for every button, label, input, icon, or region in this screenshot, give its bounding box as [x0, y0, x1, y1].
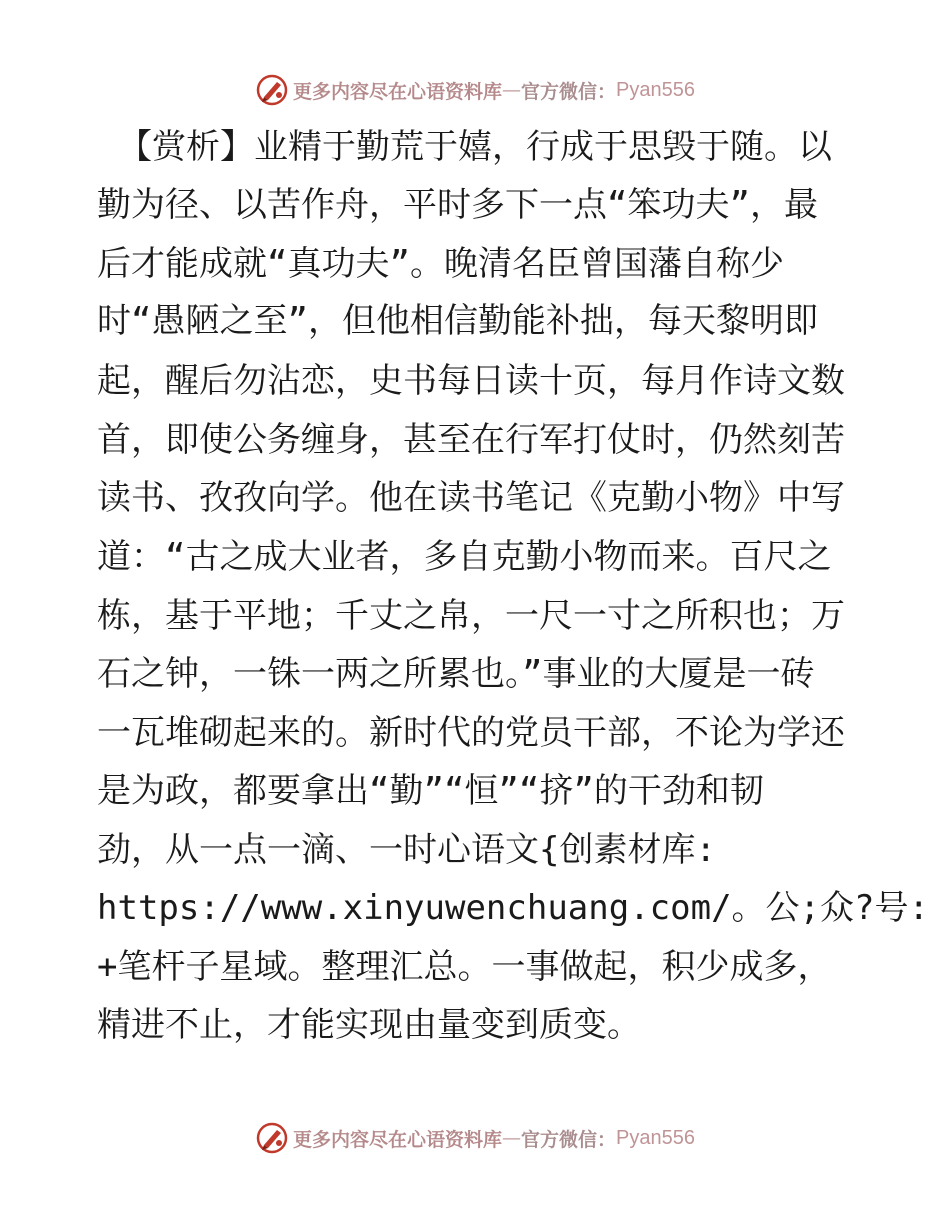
footer-dash: —: [502, 1127, 522, 1149]
article-line: 【赏析】业精于勤荒于嬉，行成于思毁于随。以: [118, 127, 832, 167]
header-wechat-id: Pyan556: [616, 78, 695, 101]
article-line: +笔杆子星域。整理汇总。一事做起，积少成多，: [97, 947, 832, 987]
article-line: https://www.xinyuwenchuang.com/。公;众?号:: [97, 888, 929, 928]
header-banner: [0, 70, 950, 110]
header-dash: —: [502, 79, 522, 101]
article-line: 首，即使公务缠身，甚至在行军打仗时，仍然刻苦: [97, 420, 845, 460]
article-line: 精进不止，才能实现由量变到质变。: [97, 1005, 641, 1045]
brand-logo-icon: [255, 1121, 289, 1155]
article-line: 栋，基于平地；千丈之帛，一尺一寸之所积也；万: [97, 596, 845, 636]
article-line: 时“愚陋之至”，但他相信勤能补拙，每天黎明即: [97, 301, 818, 341]
article-line: 读书、孜孜向学。他在读书笔记《克勤小物》中写: [97, 478, 845, 518]
footer-site-text: 更多内容尽在心语资料库: [293, 1128, 503, 1151]
article-line: 道：“古之成大业者，多自克勤小物而来。百尺之: [97, 537, 832, 577]
article-line: 是为政，都要拿出“勤”“恒”“挤”的干劲和韧: [97, 771, 764, 811]
article-line: 勤为径、以苦作舟，平时多下一点“笨功夫”，最: [97, 185, 818, 225]
article-line: 石之钟，一铢一两之所累也。”事业的大厦是一砖: [97, 654, 815, 694]
brand-logo-icon: [255, 73, 289, 107]
header-wechat-label: 官方微信：: [521, 80, 617, 103]
article-line: 一瓦堆砌起来的。新时代的党员干部，不论为学还: [97, 713, 845, 753]
header-site-text: 更多内容尽在心语资料库: [293, 80, 503, 103]
footer-wechat-id: Pyan556: [616, 1126, 695, 1149]
article-line: 起，醒后勿沾恋，史书每日读十页，每月作诗文数: [97, 361, 845, 401]
article-line: 后才能成就“真功夫”。晚清名臣曾国藩自称少: [97, 244, 784, 284]
footer-banner: [0, 1118, 950, 1158]
article-line: 劲，从一点一滴、一时心语文{创素材库:: [97, 830, 716, 870]
footer-wechat-label: 官方微信：: [521, 1128, 617, 1151]
